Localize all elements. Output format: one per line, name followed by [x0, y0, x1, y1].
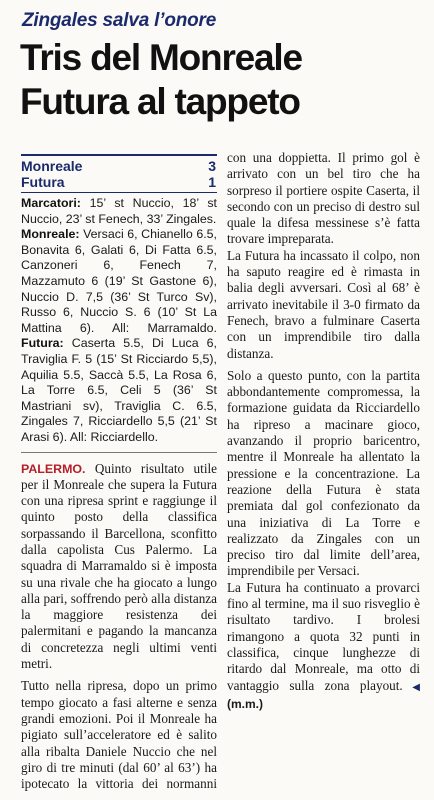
team-name: Futura: [21, 174, 65, 190]
headline-line-2: Futura al tappeto: [20, 81, 300, 122]
lineup-text: Versaci 6, Chianello 6.5, Bonavita 6, Galati 6, Di Fatta 6.5, Canzoneri 6, Fenech 7, Mazzamuto 6 (19’ St Gastone 6), Nuccio D. 7,5 (36’ St Turco Sv), Russo 6, Nuccio S. 6 (10’ St La Mattina 6). All: Marramaldo.: [21, 227, 217, 335]
score-box: [21, 154, 217, 193]
article-paragraph: Tutto nella ripresa, dopo un primo tempo giocato a fasi alterne e senza grandi emozioni. Poi il Monreale ha pigiato sull’acceleratore ed è salito alla ribalta Daniele Nuccio che nel giro di tre minuti (dal 60’ al 63’) ha ipotecato la vittoria dei normanni: [21, 678, 217, 792]
score-row-away: [21, 174, 217, 190]
author-signature: (m.m.): [227, 696, 263, 711]
column-left: [21, 154, 217, 792]
column-right: [227, 150, 420, 712]
article-paragraph: Solo a questo punto, con la partita abbondantemente compromessa, la formazione guidata da Ricciardello ha ripreso a macinare gioco, avanzando il proprio baricentro, mentre il Monreale ha allentato la pressione e la concentrazione. La reazione della Futura è stata premiata dal gol confezionato da una iniziativa di La Torre e realizzato da Zingales con un preciso tiro dal limite dell’area, imprendibile per Versaci.: [227, 367, 420, 579]
scorers-label: Marcatori:: [21, 196, 81, 210]
lineup-text: Caserta 5.5, Di Luca 6, Traviglia F. 5 (15’ St Ricciardo 5,5), Aquilia 5.5, Saccà 5.5, La Rosa 6, La Torre 6.5, Celi 5 (36’ St Mastriani sv), Traviglia C. 6.5, Zingales 7, Ricciardello 5,5 (21’ St Arasi 6). All: Ricciardello.: [21, 336, 217, 444]
lineup-monreale: [21, 227, 217, 445]
team-goals: 1: [208, 174, 216, 190]
end-arrow-icon: ◀: [402, 681, 420, 693]
dateline: PALERMO.: [21, 461, 86, 476]
article-paragraph: [21, 461, 217, 673]
article-kicker: Zingales salva l’onore: [22, 10, 217, 31]
paragraph-text: Quinto risultato utile per il Monreale che supera la Futura con una ripresa sprint e raggiunge il quinto posto della classifica sorpassando il Barcellona, sconfitto dalla capolista Cus Palermo. La squadra di Marramaldo si è imposta su una rivale che ha giocato a lungo alla pari, soffrendo però alla distanza la maggiore resistenza dei palermitani e pagando la mancanza di concretezza negli ultimi venti metri.: [21, 460, 217, 672]
article-paragraph: La Futura ha incassato il colpo, non ha saputo reagire ed è rimasta in balia degli avversari. Così al 68’ è arrivato inevitabile il 3-0 firmato da Fenech, bravo a fulminare Caserta con un imprendibile tiro dalla distanza.: [227, 247, 420, 361]
scorers-text: 15’ st Nuccio, 18’ st Nuccio, 23’ st Fenech, 33’ Zingales.: [21, 196, 217, 226]
headline-line-1: Tris del Monreale: [20, 37, 302, 78]
scorers: [21, 196, 217, 227]
lineup-label: Monreale:: [21, 227, 80, 242]
divider: [21, 452, 217, 453]
score-row-home: [21, 158, 217, 174]
lineup-label: Futura:: [21, 336, 64, 351]
team-name: Monreale: [21, 158, 83, 174]
team-goals: 3: [208, 158, 216, 174]
article-paragraph: La Futura ha continuato a provarci fino al termine, ma il suo risveglio è risultato tardivo. I brolesi rimangono a quota 32 punti in classifica, cinque lunghezze di ritardo dal Monreale, ma otto di vantaggio sulla zona playout. ◀ (m.m.): [227, 579, 420, 711]
headline: [20, 36, 430, 124]
article-paragraph: con una doppietta. Il primo gol è arrivato con un bel tiro che ha sorpreso il portiere ospite Caserta, il secondo con un preciso di destro sul quale la difesa messinese s’è fatta trovare impreparata.: [227, 150, 420, 247]
